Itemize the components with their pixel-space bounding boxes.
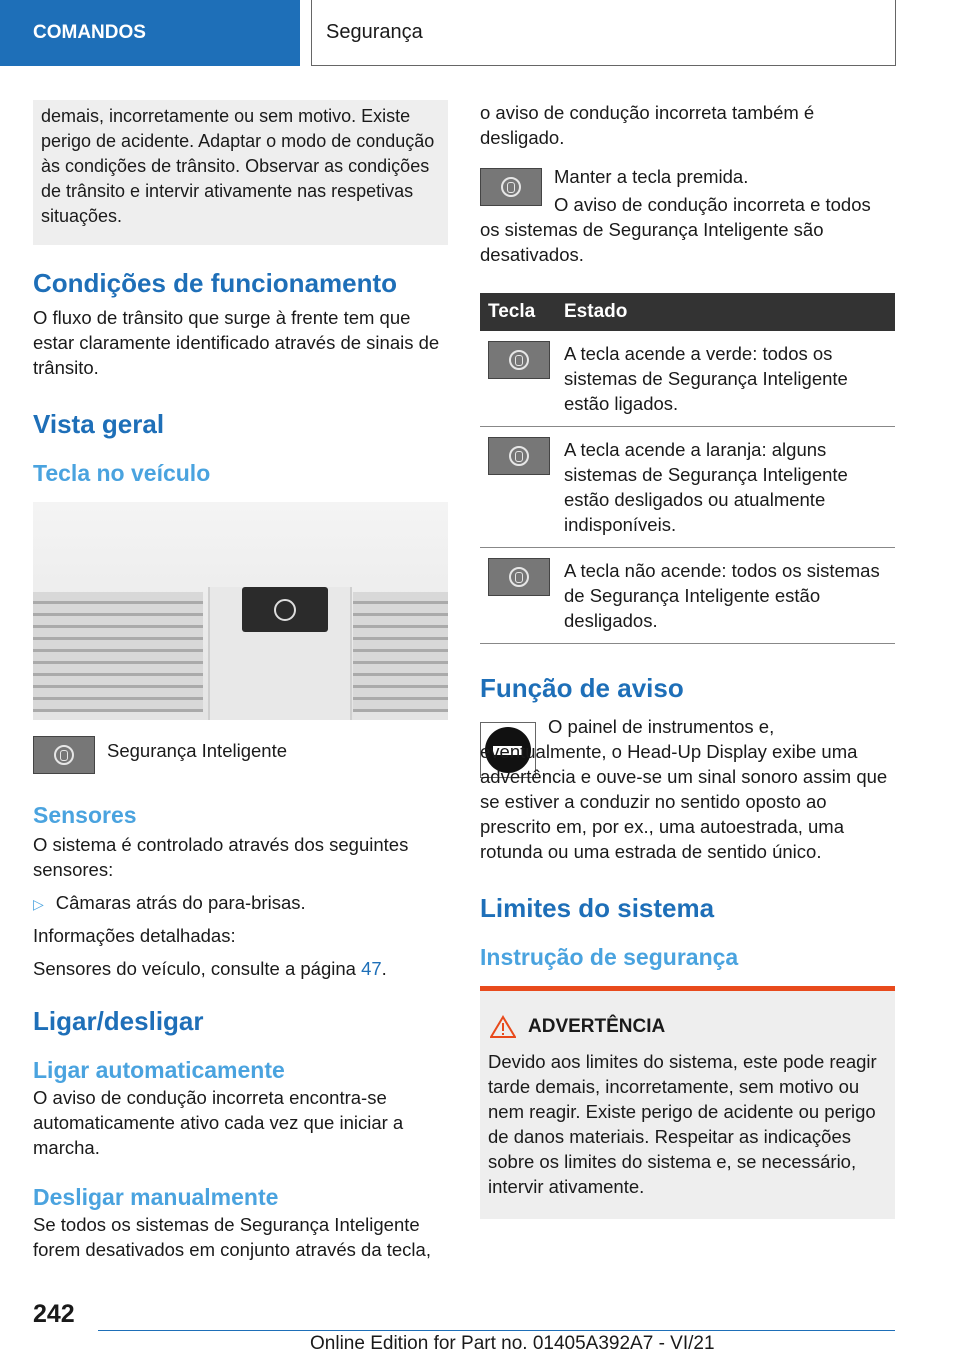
right-column: [480, 100, 895, 1219]
footer-edition: Online Edition for Part no. 01405A392A7 - VI/21: [310, 1333, 715, 1354]
continuation-text: o aviso de condução incorreta também é desligado.: [480, 102, 815, 148]
hold-result-text: [480, 192, 895, 267]
auto-text: O aviso de condução incorreta encontra-se automaticamente ativo cada vez que iniciar a marcha.: [33, 1087, 404, 1158]
table-row: [480, 427, 895, 548]
warning-triangle-icon: [490, 1015, 516, 1039]
hold-result: O aviso de condução incorreta e todos os sistemas de Segurança Inteligente são desativados.: [480, 194, 871, 265]
heading-manual-off: Desligar manualmente: [33, 1184, 279, 1210]
conditions-text: O fluxo de trânsito que surge à frente tem que estar claramente identificado através de sinais de trânsito.: [33, 307, 440, 378]
list-item: [33, 890, 448, 915]
header-title: Segurança: [326, 21, 423, 43]
table-cell-state: A tecla não acende: todos os sistemas de Segurança Inteligente estão desligados.: [556, 548, 895, 644]
heading-overview: Vista geral: [33, 409, 165, 439]
page-header-title: [311, 0, 896, 66]
page-reference-link[interactable]: 47: [361, 958, 382, 979]
section-tab: [0, 0, 300, 66]
warning-function-text: O painel de instrumentos e, eventualmente, o Head-Up Display exibe uma advertência e ouve-se um sinal sonoro assim que se estiver a conduzir no sentido oposto ao prescrito em, por ex., uma autoestrada, uma rotunda ou uma estrada de sentido único.: [480, 716, 888, 862]
heading-key-in-vehicle: Tecla no veículo: [33, 460, 211, 486]
caution-text: Devido aos limites do sistema, este pode reagir tarde demais, incorretamente, sem motivo ou nem reagir. Existe perigo de acidente ou perigo de danos materiais. Respeitar as indicações sobre os limites do sistema e, se necessário, intervir ativamente.: [488, 1051, 877, 1197]
heading-warning-function: Função de aviso: [480, 673, 684, 703]
caution-title: ADVERTÊNCIA: [528, 1016, 666, 1037]
manual-text: Se todos os sistemas de Segurança Inteligente forem desativados em conjunto através da tecla,: [33, 1214, 431, 1260]
warning-continuation-box: [33, 100, 448, 245]
table-header-key: Tecla: [480, 293, 556, 331]
footer-divider: [98, 1330, 895, 1331]
section-label: COMANDOS: [33, 22, 146, 43]
heading-safety-instruction: Instrução de segurança: [480, 944, 739, 970]
triangle-bullet-icon: ▷: [33, 896, 44, 912]
warning-text: demais, incorretamente ou sem motivo. Existe perigo de acidente. Adaptar o modo de condução às condições de trânsito. Observar as condições de trânsito e intervir ativamente nas respetivas situações.: [41, 106, 435, 226]
details-line: Sensores do veículo, consulte a página 47.: [33, 958, 387, 979]
table-cell-state: A tecla acende a laranja: alguns sistemas de Segurança Inteligente estão desligados ou atualmente indisponíveis.: [556, 427, 895, 548]
intelligent-safety-key-icon: [33, 736, 95, 774]
table-cell-state: A tecla acende a verde: todos os sistemas de Segurança Inteligente estão ligados.: [556, 331, 895, 427]
details-label: Informações detalhadas:: [33, 925, 236, 946]
table-row: [480, 548, 895, 644]
key-state-table: [480, 293, 895, 644]
caution-box: [480, 986, 895, 1219]
dashboard-photo: [33, 502, 448, 720]
left-column: [33, 100, 448, 1262]
table-row: [480, 331, 895, 427]
table-header-state: Estado: [556, 293, 895, 331]
safety-button-photo-icon: [242, 587, 328, 632]
heading-auto-on: Ligar automaticamente: [33, 1057, 285, 1083]
heading-conditions: Condições de funcionamento: [33, 268, 398, 298]
heading-on-off: Ligar/desligar: [33, 1006, 204, 1036]
key-orange-icon: [488, 437, 550, 475]
sensors-bullet-text: Câmaras atrás do para-brisas.: [55, 892, 306, 913]
key-green-icon: [488, 341, 550, 379]
heading-system-limits: Limites do sistema: [480, 893, 715, 923]
heading-sensors: Sensores: [33, 802, 137, 828]
details-text: Sensores do veículo, consulte a página: [33, 958, 356, 979]
key-off-icon: [488, 558, 550, 596]
page-number: 242: [33, 1300, 75, 1328]
key-label: Segurança Inteligente: [107, 740, 287, 761]
sensors-text: O sistema é controlado através dos seguintes sensores:: [33, 834, 409, 880]
hold-key-text: Manter a tecla premida.: [554, 166, 749, 187]
